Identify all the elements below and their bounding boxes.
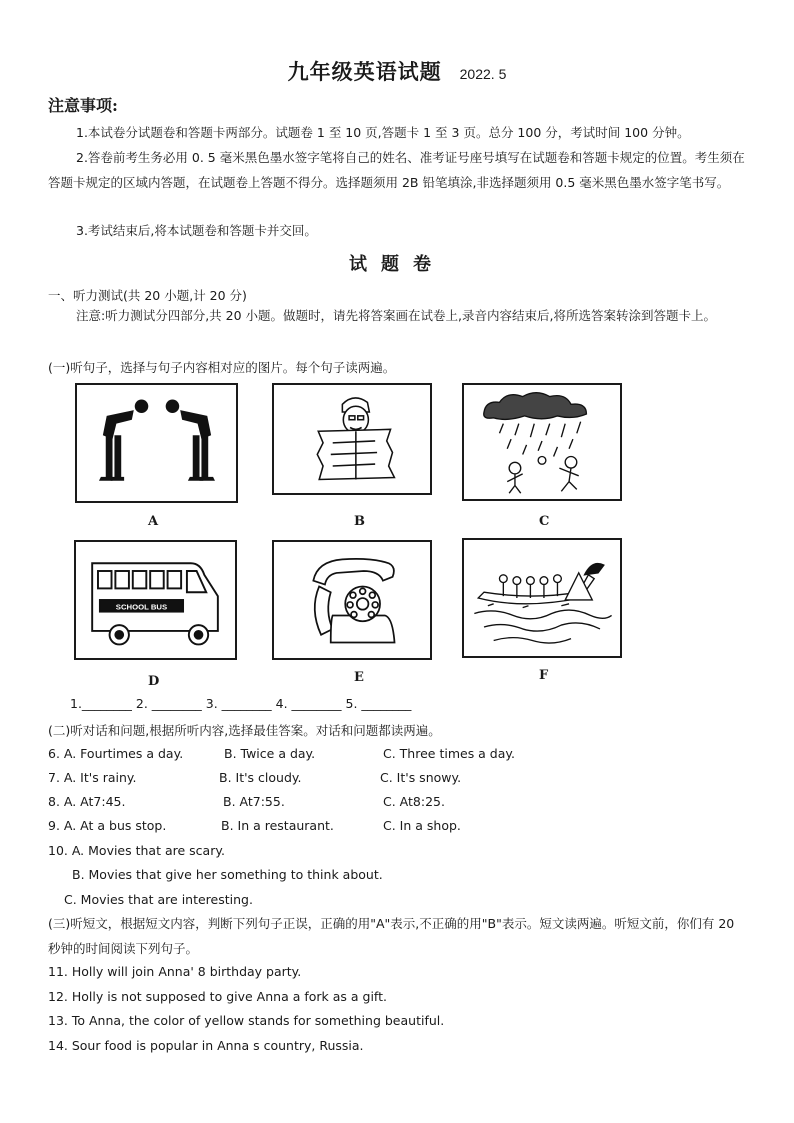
telephone-icon	[274, 542, 430, 658]
part3-instruction: (三)听短文，根据短文内容，判断下列句子正误，正确的用"A"表示,不正确的用"B"表示。短文读两遍。听短文前，你们有 20 秒钟的时间阅读下列句子。	[48, 916, 735, 956]
picture-e	[272, 540, 432, 660]
q9-option-b[interactable]: B. In a restaurant.	[221, 818, 334, 833]
q7-option-b[interactable]: B. It's cloudy.	[219, 770, 302, 785]
kids-playing-in-rain-icon	[464, 385, 620, 499]
exam-date: 2022. 5	[459, 66, 507, 82]
listening-heading: 一、听力测试(共 20 小题,计 20 分)	[48, 288, 247, 303]
picture-c	[462, 383, 622, 501]
picture-d	[74, 540, 237, 660]
notice-heading: 注意事项:	[48, 96, 118, 115]
bus-sign: SCHOOL BUS	[115, 602, 168, 612]
school-bus-icon	[76, 542, 235, 658]
picture-label-c: C	[539, 514, 550, 529]
q7-option-c[interactable]: C. It's snowy.	[380, 770, 462, 785]
q6-option-a[interactable]: 6. A. Fourtimes a day.	[48, 746, 184, 761]
page-title	[0, 56, 794, 86]
q9-option-c[interactable]: C. In a shop.	[383, 818, 461, 833]
picture-a	[75, 383, 238, 503]
picture-f	[462, 538, 622, 658]
man-reading-map-icon	[274, 385, 430, 493]
bowing-people-icon	[77, 385, 236, 501]
q8-option-a[interactable]: 8. A. At7:45.	[48, 794, 126, 809]
q8-option-b[interactable]: B. At7:55.	[223, 794, 285, 809]
q10-option-a[interactable]: 10. A. Movies that are scary.	[48, 843, 225, 858]
listening-note: 注意:听力测试分四部分,共 20 小题。做题时，请先将答案画在试卷上,录音内容结束后,将所选答案转涂到答题卡上。	[76, 308, 716, 323]
title-text: 九年级英语试题	[287, 59, 442, 84]
picture-label-b: B	[354, 514, 365, 529]
picture-label-e: E	[354, 670, 364, 685]
q10-option-c[interactable]: C. Movies that are interesting.	[64, 892, 253, 907]
notice-item-3: 3.考试结束后,将本试题卷和答题卡并交回。	[76, 223, 317, 238]
dragon-boat-icon	[464, 540, 620, 656]
q7-option-a[interactable]: 7. A. It's rainy.	[48, 770, 137, 785]
q9-option-a[interactable]: 9. A. At a bus stop.	[48, 818, 167, 833]
question-12: 12. Holly is not supposed to give Anna a fork as a gift.	[48, 989, 387, 1004]
q8-option-c[interactable]: C. At8:25.	[383, 794, 445, 809]
picture-b	[272, 383, 432, 495]
q6-option-c[interactable]: C. Three times a day.	[383, 746, 515, 761]
q6-option-b[interactable]: B. Twice a day.	[224, 746, 316, 761]
picture-label-f: F	[539, 668, 549, 683]
picture-label-a: A	[148, 514, 159, 529]
question-14: 14. Sour food is popular in Anna s country, Russia.	[48, 1038, 364, 1053]
part2-instruction: (二)听对话和问题,根据所听内容,选择最佳答案。对话和问题都读两遍。	[48, 723, 441, 738]
q10-option-b[interactable]: B. Movies that give her something to think about.	[72, 867, 383, 882]
question-11: 11. Holly will join Anna' 8 birthday party.	[48, 964, 302, 979]
picture-label-d: D	[148, 674, 160, 689]
part1-instruction: (一)听句子，选择与句子内容相对应的图片。每个句子读两遍。	[48, 360, 396, 375]
section-title: 试题卷	[349, 254, 445, 275]
notice-item-1: 1.本试卷分试题卷和答题卡两部分。试题卷 1 至 10 页,答题卡 1 至 3 页。总分 100 分，考试时间 100 分钟。	[76, 125, 690, 140]
answer-blanks-1-5[interactable]: 1.________ 2. ________ 3. ________ 4. ________ 5. ________	[70, 696, 412, 711]
question-13: 13. To Anna, the color of yellow stands for something beautiful.	[48, 1013, 445, 1028]
notice-item-2: 2.答卷前考生务必用 0. 5 毫米黑色墨水签字笔将自己的姓名、准考证号座号填写在试题卷和答题卡规定的位置。考生须在答题卡规定的区域内答题，在试题卷上答题不得分。选择题须用 2B 铅笔填涂,非选择题须用 0.5 毫米黑色墨水签字笔书写。	[48, 150, 745, 190]
